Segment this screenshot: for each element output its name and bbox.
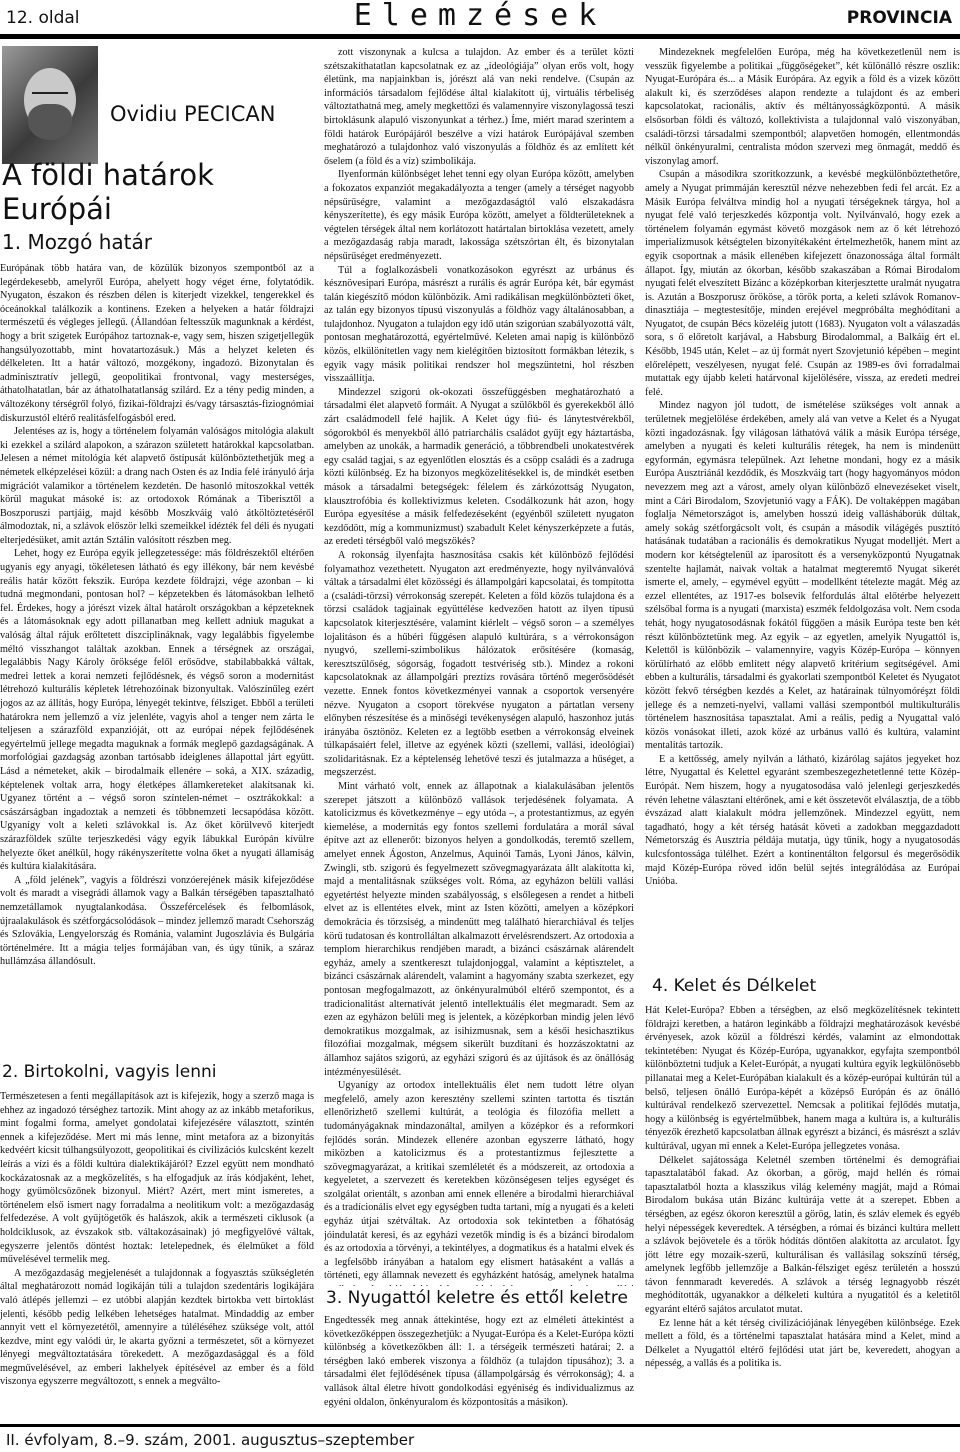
section-title: Elemzések (353, 0, 607, 33)
paragraph: Mindezzel szigorú ok-okozati összefüggésben meghatározható a társadalmi élet alapvető formáit. A Nyugat a szülőkből és gyerekekből álló zárt családmodell felé hajlik. A Kelet úgy fiú- és lánytestvérekből, sógorokból és menyekből álló patriarchális családot gyűjt egy háztartásba, amelyben az unokák, a harmadik generáció, a többrendbeli unokatestvérek egy család tagjai, s az egyenlőtlen elosztás és a csöpp családi és a zadruga közti különbség. Ez ha bizonyos megközelítésekkel is, de mindkét esetben mások a társadalmi betegségek: félelem és zárkózottság Nyugaton, klausztrofóbia és kollektivizmus keleten. Csodálkozunk hát azon, hogy Európa egyesítése a másik felfedezéseként (egyénből született nyugaton kezdődött, míg a kommunizmust) szabadult Kelet kényszerképzete a futás, az eredeti térségből való megszökés? (324, 386, 634, 548)
paragraph: Természetesen a fenti megállapítások azt is kifejezik, hogy a szerző maga is ehhez az ingadozó térséghez tartozik. Mint ahogy az az inkább metaforikus, mint fogalmi forma, amelyet gondolatai kifejezésére választott, szintén ennek a kifejeződése. Mert mi más lenne, mint metafora az a bizonyítás kedvéért kicsit túlhangsúlyozott, geopolitikai és civilizációs kulcsként kezelt leírás a vízi és a földi kultúra dialektikájáról? Ezzel együtt nem mondható kockázatosnak az a megközelítés, s ha elfogadjuk az írás kódjaként, lehet, hogy gyümölcsözőnek bizonyul. Miért? Azért, mert mint ismeretes, a történelem első ismert nagy forradalma a neolitikum volt: a mezőgazdaság felfedezése. A volt gyűjtögetők és halászok, akik a természeti ciklusok (a holdciklusok, az évszakok stb. váltakozásainak) jó megfigyelővé váltak, egyszerre jelentős döntést hoztak: letelepednek, és élelmüket a föld művelésével termelik meg. (0, 1091, 314, 1266)
top-rule (0, 34, 960, 39)
column-2-text (324, 46, 634, 1286)
column-1-text (0, 262, 314, 1030)
paragraph: Délkelet sajátossága Keletnél szemben történelmi és demográfiai tapasztalatából fakad. Az ókorban, a görög, majd hellén és római tapasztalatból hozta a klasszikus világ kelemény magját, majd a Római Birodalom bukása után Bizánc kultúrája vette át a szerepet. Ebben a térségben, az egész ókoron keresztül a görög, latin, és szláv elemek és egyéb helyi népességek keveredtek. A térségben, a római és bizánci kultúra mellett a szlávok bejövetele és a török hódítás döntően alakította az arculatot. Így jött létre egy mozaik-szerű, kulturálisan és vallásilag sokszínű térség, amelynek legfőbb jellemzője a Balkán-félsziget egész területén a hosszú távon fennmaradt keveredés. A szlávok a térség legnagyobb részét meghódították, ugyanakkor a délkeleti kultúra a nyugatitól és a keletitől egyaránt eltérő sajátos arculatot mutat. (645, 1154, 960, 1316)
bottom-rule (0, 1424, 960, 1427)
paragraph: Ez lenne hát a két térség civilizációjának lényegében különbsége. Ezek mellett a föld, és a történelmi tapasztalat hatására mind a Kelet, mind a Délkelet a Nyugattól eltérő fejlődési utat járt be, keveredett, ahogyan a népesség, a vallás és a politika is. (645, 1317, 960, 1370)
column-3-text (645, 46, 960, 966)
paragraph: E a kettősség, amely nyilván a látható, kizárólag sajátos jegyeket hoz létre, Nyugattal és Kelettel egyaránt szembeszegezhetetlenné tette Közép-Európát. Nem hiszem, hogy a nyugatosodása való jelenlegi gerjeszkedés révén lehetne választani eltérőnek, ami e két összetevőt elválasztja, de a több évszázad alatt kialakult módra jellemzőnek. Mindezzel együtt, nem tagadható, hogy a két térség hatását követi a zadokban meggazdadott Németország és Ausztria példája mutatja, úgy tűnik, hogy a nyugatosodás kulcsfontossága túlélhet. Ezért a kontinentálton felgorsul és megerősödik majd Közép-Európa röved időn belül sejtés integrálódása az Európai Unióba. (645, 753, 960, 888)
paragraph: zott viszonynak a kulcsa a tulajdon. Az ember és a terület közti szétszakíthatatlan kapcsolatnak ez az „ideológiája” olyan erős volt, hogy életünk, ma napjainkban is, jórészt alá van neki rendelve. (Csupán az információs társadalom fejlődése által kialakított új, virtuális térbeliség változtathatná meg, amely megkettőzi és valamennyire viszonylagossá teszi birtoklásunk alapuló viszonyunkat a térhez.) Íme, miért marad szerintem a földi határok Európájáról beszélve a vízi határok Európájával szemben meghatározó a tulajdonhoz való viszonyulás a földhöz és az említett két őselem (a föld és a víz) szimbolikája. (324, 47, 634, 167)
paragraph: Engedtessék meg annak áttekintése, hogy ezt az elméleti áttekintést a következőképpen összegezhetjük: a Nyugat-Európa és a Kelet-Európa közti különbség a következőkben áll: 1. a térségeik természeti határai; 2. a térségben lakó emberek viszonya a földhöz (a tulajdon típusához); 3. a társadalmi élet fejlődésének típusa (állampolgárság és vérrokonság); 4. a vallások által életre hívott gondolkodási egyéniség és individualizmus az egyéni oldalon, önkényuralom és központosítás a másikon). (324, 1315, 634, 1408)
section-heading-1: 1. Mozgó határ (2, 230, 152, 254)
column-3b-text (645, 1004, 960, 1420)
section-heading-2: 2. Birtokolni, vagyis lenni (2, 1062, 217, 1082)
paragraph: Túl a foglalkozásbeli vonatkozásokon egyrészt az urbánus és késznövesipari Európa, másrészt a rurális és agrár Európa két, bár egymást talán kiegészítő módon különbözik. Ami radikálisan megkülönbözteti őket, az talán egy bizonyos típusú viszonyulás a földhöz vagy általánosabban, a tulajdonhoz. Nyugaton a tulajdon egy idő után szigorúan szabályozottá vált, pontosan meghatározottá, egyértelművé. Keleten amai napig is különböző közös, elkülönítetlen vagy nem kielégítően biztosított formákban létezik, s egyik vagy másik politikai rendszer hol megszüntetni, hol részben visszaállítja. (324, 264, 634, 385)
publication-logo: PROVINCIA (846, 8, 952, 28)
paragraph: Mint várható volt, ennek az állapotnak a kialakulásában jelentős szerepet játszott a különböző vallások terjedésének folyamata. A katolicizmus és következménye – egy utóda –, a protestantizmus, az egyén kiemelése, a modernitás egy fontos szellemi fordulatára a morál sával építve azt az ellenerőt: bizonyos helyen a gondolkodás, teremtő szellem, amelyet ennek Ágoston, Anzelmus, Aquinói Tamás, Lyoni János, kálvin, Zwingli, stb. szigorú és fegyelmezett szövegmagyarázata állt alakította ki, majd a mentalitásnak szükséges volt. Róma, az egyházon belüli vallási egyetértést helyezte minden szabályosság, s elsőlegesen a rendet a hitbeli elvet az is ellentétes elvek, mint az Isten közötti, amelyen a középkori demokrácia és törzsiség, a mindenütt meg található hierarchiával és teljes körű tudatosan és kontrolláltan alkalmazott érvelésrendszert. Az ortodoxia a templom hierarchikus rendjében maradt, a bizánci császárnak alárendelt egyház, amely a szentkereszt tulajdonjoggal, valamint a képtisztelet, a bizánci császárnak alárendelt, valamint a hagyomány szabta szerkezet, egy pontosan megfogalmazott, az önkényuralmúból eltérő szempontot, és a tradicionalitást alternatívát jelentő intellektuális élet megmaradt. Sem az ezen az egyházon belüli meg is jelentek, a középkorban mindig jelen lévő demokratikus mozgalmak, az isihizmusnak, sem a késői hesichasztikus filozófiai mozgalmak, mégsem sikerült buzdítani és hozzászoktatni az államhoz sajátos szigorú, az egyházi szigorú és az újítások és az önállóság intézményesülését. (324, 781, 634, 1078)
article-author: Ovidiu PECICAN (110, 102, 276, 126)
column-2b-text (324, 1314, 634, 1420)
section-heading-3: 3. Nyugattól keletre és ettől keletre (326, 1288, 628, 1308)
issue-footer: II. évfolyam, 8.–9. szám, 2001. augusztus–szeptember (6, 1431, 415, 1449)
paragraph: A rokonság ilyenfajta hasznosítása csakis két különböző fejlődési folyamathoz vezethetett. Nyugaton azt eredményezte, hogy nyilvánvalóvá váltak a társadalmi élet közösségi és állampolgári kapcsolatai, és tompította a (családi-törzsi) vérrokonság szerepét. Keleten a föld közös tulajdona és a törzsi családok tagjainak együttélése kedvezően hatott az ilyen típusú kapcsolatok kiterjesztésére, valamint kiérlelt – végső soron – a személyes lojalitáson és a hűbéri függésen alapuló kultúrára, s a vérrokonságon nyugvó, szellemi-szimbolikus hálózatok erősítésére (komaság, keresztszülőség, sógorság, fogadott testvériség stb.). Mindez a rokoni kapcsolatoknak az állampolgári preztízs rovására történő megerősödését vezette. Ennek fontos következményei vannak a csoportok versenyére nézve. Nyugaton a csoport törekvése nyugaton a pártatlan verseny előnyben részesítése és a minőségi tevékenységen alapuló, haszonhoz jutás irányába ösztönöz. Keleten ez a legtöbb esetben a vérrokonság elveinek túlkapásaiért felel, illetve az egyének közti (szellemi, vallási, ideológiai) szolidaritásnak. Ez a képtelenség lehetővé teszi és jutalmazza a hűséget, a megszerzést. (324, 549, 634, 779)
paragraph: Mindezeknek megfelelően Európa, még ha következetlenül nem is vesszük figyelembe a politikai „függőségeket”, két különálló részre oszlik: Nyugat-Európára és... a Másik Európára. Az egyik a föld és a vizek között alakult ki, és szerződéses alapon rendezte a tulajdont és az emberi kapcsolatokat, racionális, aktív és méltányosságközpontú. A másik elsősorban földi és változó, kollektivista a tulajdonnal való viszonyában, családi-törzsi társadalmi szempontból; alapvetően homogén, ellentmondás nélkül önkényuralmi, centralista módon szervezi meg önmagát, meddő és viszonylag amorf. (645, 47, 960, 167)
column-1b-text (0, 1090, 314, 1420)
paragraph: Ugyanígy az ortodox intellektuális élet nem tudott létre olyan megfelelő, amely azon keresztény szellemi szinten tartotta és tisztán ellenőrizhető szellemi kultúrát, a teológia és filozófia mellett a tudományágaknak mindazonáltal, amilyen a középkor és a reformkori fejlődés során. Mindezek ellenére azonban egyszerre látható, hogy miközben a katolicizmus és a protestantizmus fejlesztette a szövegmagyarázat, a kritikai szemléletét és a módszereit, az ortodoxia a kegyeletet, a szervezett és keretekben közönségesen teljes egységet és szolgálat orientált, s azonban ami ennek ellenére a birodalmi hierarchiával és a tradícionális elvet egy egységben tudta tartani, míg a nyugati és a keleti egyház útjai szétváltak. Az ortodoxia sok tekintetben a főhatóság jóindulatát keresi, és az egyházi vezetők mindig is és a bizánci birodalom és az ortodoxia a törvényi, a tekintélyes, a dogmatikus és a hatalmi elvek és a legfelsőbb irányában a hatalom egy elismert hatásaként a vallás a történeti, egy államnak nevezett és egyházként hatóság, amelynek hatalma (324, 1080, 634, 1282)
paragraph: A mezőgazdaság megjelenését a tulajdonnak a fogyasztás szükségletén által meghatározott nomád logikáján túli a tulajdon szedentáris logikájára való átlépés jellemzi – ez utóbbi alapján kezdtek birtokba vett birtoklást jelenti, később pedig lelkében lehetséges hatalmat. Mindaddig az ember annyit vett el környezetétől, amennyire a túléléséhez szüksége volt, attól kezdve, mint egy valódi úr, le akarta győzni a természetet, sőt a környezet lényegi megváltoztatására törekedett. A mezőgazdasággal és a föld megművelésével, az emberi lakhelyek építésével az ember és a föld viszonya egyszerre megváltozott, s ennek a megválto- (0, 1267, 314, 1388)
paragraph: A „föld jelének”, vagyis a földrészi vonzóerejének másik kifejeződése volt és maradt a visegrádi államok vagy a Balkán térségében tapasztalható nemzetállamok nyugtalankodása. Összefércelések és felbomlások, újraalakulások és szétforgácsolódások – mindez jellemző maradt Csehország és Szlovákia, Lengyelország és Románia, valamint Jugoszlávia és Bulgária történelmére. Itt a mágia teljes formájában van, és úgy tűnik, a száraz hullámzása állandósult. (0, 874, 314, 968)
paragraph: Lehet, hogy ez Európa egyik jellegzetessége: más földrészektől eltérően ugyanis egy anyagi, tökéletesen látható és egy illékony, bár nem kevésbé reális határ között fekszik. Európa kezdete földrajzi, vége azonban – ki tudná megmondani, pontosan hol? – képzetekben és látomásokban lelhető fel. Érdekes, hogy a jórészt vizek által határolt országokban a képzeteknek és a látomásoknak egy adott pillanatban meg kellett adniuk magukat a valóság által rájuk erőltetett diszciplináknak, vagy legalábbis figyelembe méltó visszhangot találtak azokban. Ennek a térségnek az országai, legalábbis Nagy Károly öröksége felől erősödve, stabilabbakká váltak, medrei lettek a korai nemzeti fejlődésnek, és végső soron a modernitást létrehozó kulturális képletek létrehozóinak bizonyultak. Valószínűleg ezért jogos az az állítás, hogy Európa, lényegét tekintve, félsziget. Ebből a területi határokra nem jellemző a víz jelenléte, vagyis ahol a tenger nem zárta le teljesen a szárazföld expanzióját, ott az európai népek fejlődésének egyértelmű jellege megadta maguknak a formák meglepő gazdagságának. A morfológiai gazdagság azonban tartósabb ideiglenes állapottal járt együtt. Lásd a németeket, akik – birodalmaik ellenére – soká, a XIX. századig, képtelenek voltak arra, hogy életképes államkereteket alakítsanak ki. Ugyanez történt a – végső soron színtelen-német – osztrákokkal: a császárságban ingadoztak a nemzeti és többnemzeti lecsapódása között. Ugyanígy volt a keleti szlávokkal is. Az őket körülvevő kiterjedt szárazföldek szülte terjeszkedési vágy egyik lábukkal Európán kívülre helyezte őket anélkül, hogy rákényszerítette volna őket a nyugati államiság és kultúra kialakítására. (0, 548, 314, 873)
paragraph: Hát Kelet-Európa? Ebben a térségben, az első megközelítésnek tekintett földrajzi keretben, a határon leginkább a földrajzi meghatározások kevésbé érvényesek, azok közül a földrészi kérdés, valamint az elmondottak tekintetében: Nyugat és Közép-Európa, ugyanakkor, egyfajta szempontból különböztetni tudjuk a Kelet-Európát, a nyugati kultúra egyik legkülönösebb pillanatai meg a Kelet-Európában kialakult és a közép-európai kultúrán túl a belső, teljesen önálló Európa-képét a középső Európán és az önálló kultúrával rendelkező szervezettel. Nemcsak a politikai fejlődés mutatja, hogy a különbség is egyértelműbbek, hanem maga a kultúra is, a kulturális tényezők érezhető kapcsolatban állnak egyrészt a bizánci, és másrészt a szláv kultúrával, ugyan mi ennek a Kelet-Európa jellegzetes vonása. (645, 1005, 960, 1152)
paragraph: Európának több határa van, de közülük bizonyos szempontból az a legérdekesebb, amelyről Európa, ahelyett hogy véget érne, folytatódik. Nyugaton, északon és részben délen is kiterjedt vizekkel, tengerekkel és óceánokkal találkozik a kontinens. Ezeken a helyeken a határ földrajzi természetű és végleges jellegű. (Állandóan feltesszük magunknak a kérdést, hogy a brit szigetek Európához tartoznak-e, vagy sem, hiszen szigetjellegük hangsúlyozottabb, mint hovatartozásuk.) Más a helyzet keleten és délkeleten. Itt a határ változó, mozgékony, ingadozó. Bizonytalan és adminisztratív jellegű, geopolitikai frontvonal, vagy mesterséges, áthatolhatatlan, bár az áthatolhatatlanság szilárd. Ez a tény pedig minden, a változékony térségről folyó, fizikai-földrajzi és/vagy társasztás-fiziognómiai diskurzustól eltérő realitásfelfogásból ered. (0, 263, 314, 424)
page-number: 12. oldal (6, 8, 80, 28)
section-heading-4: 4. Kelet és Délkelet (652, 976, 817, 996)
author-portrait (2, 46, 98, 164)
paragraph: Jelentéses az is, hogy a történelem folyamán valóságos mitológia alakult ki ezekkel a szilárd alapokon, a szárazon született határokkal kapcsolatban. Jelesen a német mitológia két alapvető őstípusát különböztethetjük meg a németek elképzelései közül: a drang nach Osten és az India felé irányuló árja migrációt valamikor a történelem kezdetén. De hasonló mítoszokkal vették körül magukat másoké is: az ortodoxok Rómának a Tiberisztől a Boszporuszi partjáig, majd később Moszkváig való átköltöztetéséről álmodoztak, ni, a szlávok először lelki szemeikkel idézték fel déli és nyugati elterjedésüket, amit aztán Sztálin valósított részben meg. (0, 426, 314, 546)
paragraph: Csupán a másodikra szorítkozzunk, a kevésbé megkülönböztethetőre, amely a Nyugat primmáján keresztül nézve nehezebben fedi fel arcát. Ez a Másik Európa felváltva mindig hol a nyugati térségeknek tárgya, hol a nyugat felé való terjeszkedés központja volt. Nyilvánvaló, hogy ezek a történelem folyamán egymást követő mozgások nem az ő két létrehozó imperializmusok kétségtelen bizonyítékaként értelmezhetők, hanem mint az egyik csoportnak a másik ellenében kifejezett önazonossága által formált állapot. Így, miután az ókorban, később szakaszában a Római Birodalom nyugati felét elveszített Bizánc a középkorban kiterjesztette uralmát nyugatra is. Azután a Boszporusz örököse, a török porta, a keleti szlávok Romanov-dinasztiája – megtestesítője, minden erejével megpróbálta meghódítani a Nyugatot, de csupán Bécs közeléig jutott (1683). Nyugaton volt a válaszadás sora, s ő előretolt karjával, a Habsburg Birodalommal, a Balkáig ért el. Később, 1945 után, Kelet – az új formát nyert Szovjetunió képében – megint előrelépett, veszélyesen, nyugat felé. Csupán az 1989-es ővi forradalmai mutattak egy újabb keleti határvonal kijelölésére, vissza, az eredeti medrei felé. (645, 169, 960, 398)
article-title: A földi határok Európái (2, 158, 214, 226)
paragraph: Mindez nagyon jól tudott, de ismételése szükséges volt annak a területnek megjelölése érdekében, amely alá van vetve a Kelet és a Nyugat közti ingadozásnak. Így világosan láthatóvá válik a másik Európa térsége, amelyben a nyugati és keleti kulturális rétegek, ha nem is mindenütt egyformán, egymásra települnek. Azt lehetne mondani, hogy ez a másik Európa Ausztriánál kezdődik, és Moszkváig tart (hogy hagyományos módon nevezzem meg azt a várost, amely olyan különböző elnevezéseket viselt, mint a Cári Birodalom, Szovjetunió vagy a FÁK). De voltaképpen magában foglalja Németországot is, amelyben hosszú ideig vallásháborúk dúltak, amely sokág szétforgácsolt volt, és csupán a második világégés pusztító hatásának tudatában a racionális és demokratikus Nyugat modelljét. Mert a modern kor kétségtelenül az iparosított és a versenyközpontú Nyugatnak szentelte hajlamát, naivak voltak a hatalmat megteremtő Nyugat sikerét ismerte el, amely, – egymével együtt – modellként tételezte magát. Még az ezzel ellentétes, az 1917-es bolsevik felfordulás által előtérbe helyezett szélsőbal forma is a nyugati (marxista) eszmék feldolgozása volt. Nem csoda tehát, hogy nyugatosodásnak fokától függően a másik Európa teste ben két részt különböztetünk meg. Az egyik – az egyetlen, amelyik Nyugattól is, Kelettől is különbözik – valamennyire, vagyis Közép-Európa – könnyen körülírható az előbb említett négy alapvető kritérium segítségével. Ami ebben a kulturális, társadalmi és gyakorlati szempontból Keletet és Nyugatot között fekvő térségben kezdés a Kelet, az határainak túlnyomóréşzt földi jellege és a nemzeti-nyelvi, vallami vallási szempontból multikulturális történelem hasznosítása tapasztalat. Ami a reális, pedig a Nyugattal való közös vonásokat illeti, azok közé az urbánus valló és kultúra, valamint mentalitás tartozik. (645, 400, 960, 752)
paragraph: Ilyenformán különbséget lehet tenni egy olyan Európa között, amelyben a fokozatos expanziót megakadályozta a tenger (amely a térséget nagyobb népsűrűségre, valamint a mezőgazdaságtól való elszakadásra kényszerítette), és egy másik Európa között, amelyet a földterületeknek a végtelen térségek által nem korlátozott határtalan birtoklása vezetett, amely a mezőgazdaság rabja maradt, lakossága szétszórtan élt, és bizonytalan népsűrűséget eredményezett. (324, 169, 634, 262)
page-header (0, 0, 960, 34)
